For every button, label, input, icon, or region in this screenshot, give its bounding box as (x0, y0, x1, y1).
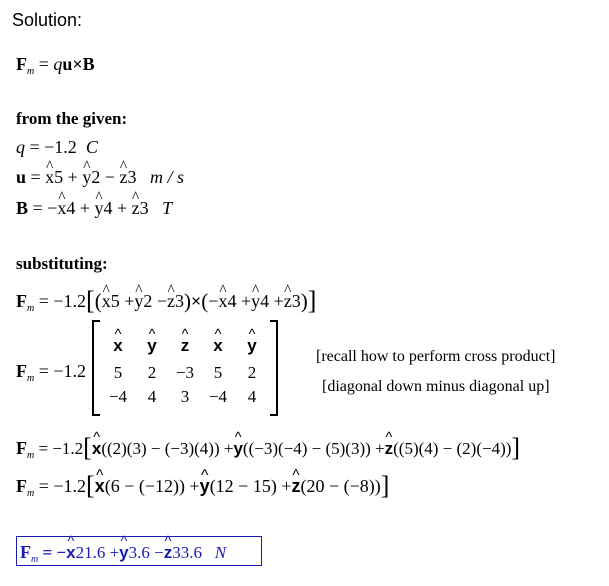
matrix-cell: 2 (147, 363, 157, 382)
x-component: 21.6 + (75, 543, 120, 562)
charge-symbol: q (53, 54, 63, 74)
right-bracket: ] (380, 471, 390, 500)
subscript-m: m (27, 373, 35, 384)
matrix-header-y: ^ y (137, 337, 167, 354)
y-unit-vector: ^ y (134, 292, 143, 310)
field-var: B (16, 198, 29, 218)
note-diagonal: [diagonal down minus diagonal up] (322, 378, 550, 395)
coefficient: 2 − (143, 291, 168, 311)
equals-sign: = (30, 167, 41, 187)
equals-minus: = − (42, 543, 67, 562)
matrix-cell: −4 (108, 387, 128, 406)
velocity-line (16, 168, 184, 186)
force-formula (16, 55, 95, 77)
scalar-prefix: = −1.2 (38, 476, 87, 496)
charge-value: = −1.2 (29, 137, 77, 157)
coefficient: 4 + (103, 198, 128, 218)
z-unit-vector: ^ z (164, 544, 173, 561)
equals-sign: = (38, 54, 49, 74)
x-unit-vector: ^ x (92, 440, 101, 457)
given-title: from the given: (16, 109, 128, 128)
force-unit: N (214, 543, 227, 562)
y-component: 3.6 − (128, 543, 164, 562)
y-component: ((−3)(−4) − (5)(3)) + (242, 439, 385, 458)
force-symbol: F (16, 476, 27, 496)
subscript-m: m (31, 554, 39, 565)
matrix-cell: 5 (213, 363, 223, 382)
matrix-cell: 4 (247, 387, 257, 406)
field-line (16, 199, 172, 217)
matrix-left-bracket (92, 320, 100, 416)
velocity-unit: m / s (149, 167, 184, 187)
y-unit-vector: ^ y (82, 168, 91, 186)
coefficient: 2 − (91, 167, 115, 187)
cross-sign: × (191, 291, 202, 311)
matrix-lhs (16, 362, 86, 384)
x-unit-vector: ^ x (66, 544, 75, 561)
z-component: (20 − (−8)) (300, 476, 381, 496)
coefficient: 5 + (110, 291, 135, 311)
coefficient: 4 + (227, 291, 252, 311)
matrix-cell: 5 (113, 363, 123, 382)
right-bracket: ] (511, 433, 521, 462)
coefficient: 4 + (260, 291, 284, 311)
left-paren: ( (94, 289, 102, 313)
scalar-prefix: = −1.2 (38, 291, 87, 311)
z-unit-vector: ^ z (119, 168, 127, 186)
coefficient: 3 (175, 291, 185, 311)
z-unit-vector: ^ z (132, 199, 140, 217)
coefficient: 3 (291, 291, 301, 311)
right-paren: ) (184, 289, 192, 313)
y-unit-vector: ^ y (119, 544, 128, 561)
x-unit-vector: ^ x (57, 199, 66, 217)
z-component: 33.6 (172, 543, 202, 562)
matrix-cell: 3 (180, 387, 190, 406)
cross-sign: × (72, 54, 83, 74)
subscript-m: m (27, 303, 35, 314)
matrix-cell: 4 (147, 387, 157, 406)
matrix-header-z: ^ z (170, 337, 200, 354)
left-bracket: [ (86, 471, 95, 500)
charge-var: q (16, 137, 25, 157)
subscript-m: m (27, 488, 35, 499)
right-paren: ) (300, 289, 308, 313)
left-paren: ( (201, 289, 209, 313)
force-symbol: F (20, 542, 31, 562)
left-bracket: [ (86, 286, 95, 315)
y-unit-vector: ^ y (200, 477, 210, 495)
minus-sign: − (208, 291, 219, 311)
note-recall: [recall how to perform cross product] (316, 348, 556, 365)
force-symbol: F (16, 361, 27, 381)
z-unit-vector: ^ z (167, 292, 175, 310)
y-component: (12 − 15) + (209, 476, 292, 496)
y-unit-vector: ^ y (251, 292, 260, 310)
y-unit-vector: ^ y (233, 440, 242, 457)
z-unit-vector: ^ z (291, 477, 300, 495)
force-symbol: F (16, 291, 27, 311)
velocity-var: u (16, 167, 27, 187)
x-unit-vector: ^ x (95, 477, 105, 495)
final-answer (20, 543, 226, 565)
scalar-prefix: = −1.2 (38, 439, 84, 458)
matrix-cell: −4 (208, 387, 228, 406)
x-unit-vector: ^ x (45, 168, 54, 186)
charge-line (16, 138, 98, 156)
left-bracket: [ (83, 433, 92, 462)
force-symbol: F (16, 438, 27, 458)
expansion-line (16, 433, 520, 461)
matrix-cell: −3 (175, 363, 195, 382)
subscript-m: m (27, 450, 35, 461)
matrix-cell: 2 (247, 363, 257, 382)
matrix-header-y: ^ y (237, 337, 267, 354)
right-bracket: ] (307, 286, 317, 315)
matrix-header-x: ^ x (203, 337, 233, 354)
coefficient: 3 (127, 167, 137, 187)
z-unit-vector: ^ z (385, 440, 394, 457)
x-unit-vector: ^ x (102, 292, 111, 310)
x-component: (6 − (−12)) + (104, 476, 200, 496)
field-unit: T (162, 198, 173, 218)
simplified-line (16, 471, 389, 499)
x-component: ((2)(3) − (−3)(4)) + (101, 439, 234, 458)
equals-sign: = − (32, 198, 58, 218)
matrix-right-bracket (270, 320, 278, 416)
substituting-title: substituting: (16, 254, 108, 273)
field-symbol: B (82, 54, 95, 74)
matrix-header-x: ^ x (103, 337, 133, 354)
velocity-symbol: u (62, 54, 73, 74)
coefficient: 3 (139, 198, 149, 218)
subscript-m: m (27, 66, 35, 77)
charge-unit: C (85, 137, 98, 157)
force-symbol: F (16, 54, 27, 74)
z-unit-vector: ^ z (284, 292, 292, 310)
y-unit-vector: ^ y (94, 199, 103, 217)
z-component: ((5)(4) − (2)(−4)) (393, 439, 512, 458)
solution-heading: Solution: (12, 10, 83, 30)
coefficient: 4 + (66, 198, 90, 218)
x-unit-vector: ^ x (218, 292, 227, 310)
coefficient: 5 + (54, 167, 78, 187)
scalar-prefix: = −1.2 (38, 361, 87, 381)
substitution-line (16, 286, 316, 314)
